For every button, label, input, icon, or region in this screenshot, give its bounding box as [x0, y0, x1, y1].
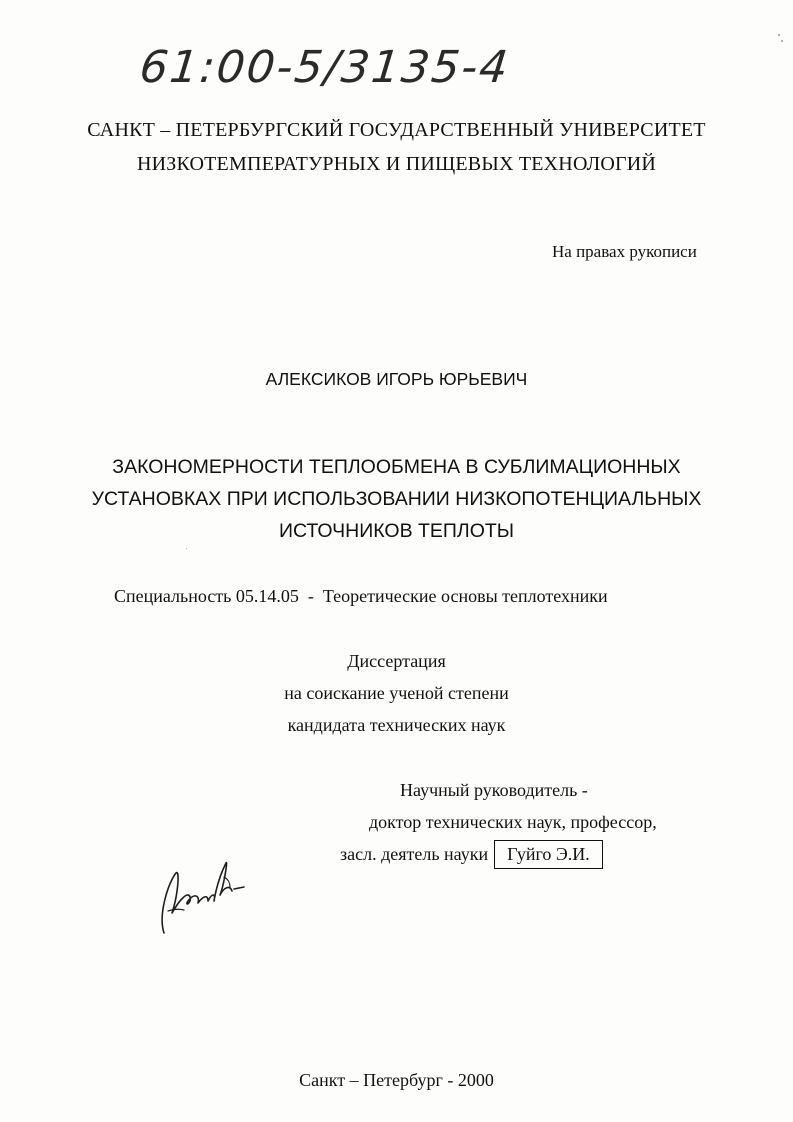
university-line-2: НИЗКОТЕМПЕРАТУРНЫХ И ПИЩЕВЫХ ТЕХНОЛОГИЙ: [136, 153, 657, 175]
university-line-1: САНКТ – ПЕТЕРБУРГСКИЙ ГОСУДАРСТВЕННЫЙ УНИВЕРСИТЕТ: [87, 119, 706, 141]
scan-speck: [778, 34, 780, 36]
catalog-number-text: 61:00-5/3135-4: [137, 42, 513, 93]
place-year: Санкт – Петербург - 2000: [299, 1070, 494, 1090]
title-line-1: ЗАКОНОМЕРНОСТИ ТЕПЛООБМЕНА В СУБЛИМАЦИОННЫХ: [112, 456, 681, 478]
scan-speck: [781, 40, 783, 42]
supervisor-heading: Научный руководитель -: [400, 780, 588, 800]
title-line-3: ИСТОЧНИКОВ ТЕПЛОТЫ: [278, 520, 515, 542]
specialty-line: Специальность 05.14.05 - Теоретические основы теплотехники: [114, 586, 608, 606]
title-line-2: УСТАНОВКАХ ПРИ ИСПОЛЬЗОВАНИИ НИЗКОПОТЕНЦИАЛЬНЫХ: [91, 488, 702, 510]
handwritten-signature: [150, 855, 250, 945]
degree-line-2: на соискание ученой степени: [284, 683, 509, 703]
supervisor-honor: засл. деятель науки: [340, 844, 489, 864]
scan-speck: [186, 548, 187, 549]
supervisor-honor-row: [340, 840, 603, 869]
degree-line-3: кандидата технических наук: [287, 715, 506, 735]
supervisor-title: доктор технических наук, профессор,: [369, 812, 657, 832]
degree-line-1: Диссертация: [347, 651, 446, 671]
supervisor-name-box: Гуйго Э.И.: [494, 840, 603, 869]
manuscript-note: На правах рукописи: [552, 242, 697, 261]
handwritten-catalog-number: [137, 40, 580, 110]
author-name: АЛЕКСИКОВ ИГОРЬ ЮРЬЕВИЧ: [265, 369, 528, 389]
